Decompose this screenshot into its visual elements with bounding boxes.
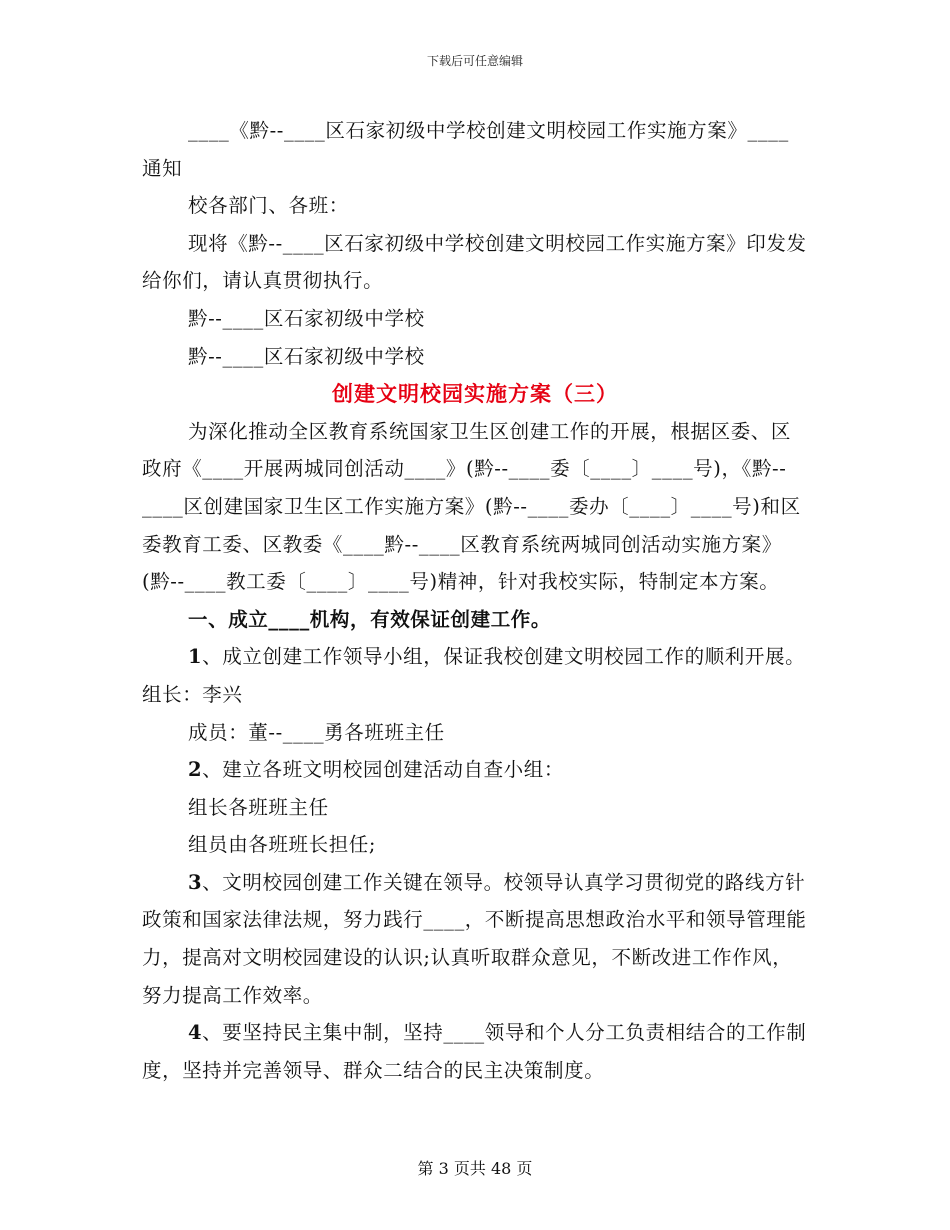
- notice-title-line: ____《黔--____区石家初级中学校创建文明校园工作实施方案》____通知: [142, 119, 789, 180]
- intro-paragraph: 为深化推动全区教育系统国家卫生区创建工作的开展，根据区委、区政府《____开展两城同创活动____》(黔--____委〔____〕____号)，《黔--____区创建国家卫生区工作实施方案》(黔--____委办〔____〕____号)和区委教育工委、区教委《____黔--____区教育系统两城同创活动实施方案》(黔--____教工委〔____〕____号)精神，针对我校实际，特制定本方案。: [142, 419, 801, 594]
- page-footer: 第 3 页共 48 页: [417, 1159, 533, 1178]
- group-members-line: 组员由各班班长担任;: [188, 833, 377, 857]
- members-line: 成员：董--____勇各班班主任: [188, 720, 445, 744]
- item-4: [142, 1014, 808, 1089]
- page-header: 下载后可任意编辑: [426, 54, 523, 68]
- notice-body: 现将《黔--____区石家初级中学校创建文明校园工作实施方案》印发发给你们，请认真贯彻执行。: [142, 231, 807, 293]
- item-4-text: 、要坚持民主集中制，坚持____领导和个人分工负责相结合的工作制度，坚持并完善领导、群众二结合的民主决策制度。: [142, 1021, 807, 1082]
- heading-1: 一、成立____机构，有效保证创建工作。: [188, 607, 552, 631]
- item-1: [142, 638, 808, 713]
- document-body: [142, 112, 808, 1089]
- item-2: [142, 751, 808, 789]
- item-3: [142, 864, 808, 1014]
- notice-signature-1: 黔--____区石家初级中学校: [188, 306, 425, 330]
- item-3-number: 3: [188, 870, 203, 894]
- item-4-number: 4: [188, 1021, 203, 1045]
- item-1-number: 1: [188, 645, 203, 669]
- notice-signature-2: 黔--____区石家初级中学校: [188, 344, 425, 368]
- item-2-number: 2: [188, 758, 203, 782]
- item-2-text: 、建立各班文明校园创建活动自查小组：: [202, 758, 564, 782]
- item-1-text: 、成立创建工作领导小组，保证我校创建文明校园工作的顺利开展。组长：李兴: [142, 645, 806, 706]
- section-title: 创建文明校园实施方案（三）: [332, 381, 618, 407]
- group-leader-line: 组长各班班主任: [188, 795, 329, 819]
- notice-salutation: 校各部门、各班：: [188, 194, 349, 218]
- item-3-text: 、文明校园创建工作关键在领导。校领导认真学习贯彻党的路线方针政策和国家法律法规，努力践行____，不断提高思想政治水平和领导管理能力，提高对文明校园建设的认识;认真听取群众意见，不断改进工作作风，努力提高工作效率。: [142, 870, 807, 1007]
